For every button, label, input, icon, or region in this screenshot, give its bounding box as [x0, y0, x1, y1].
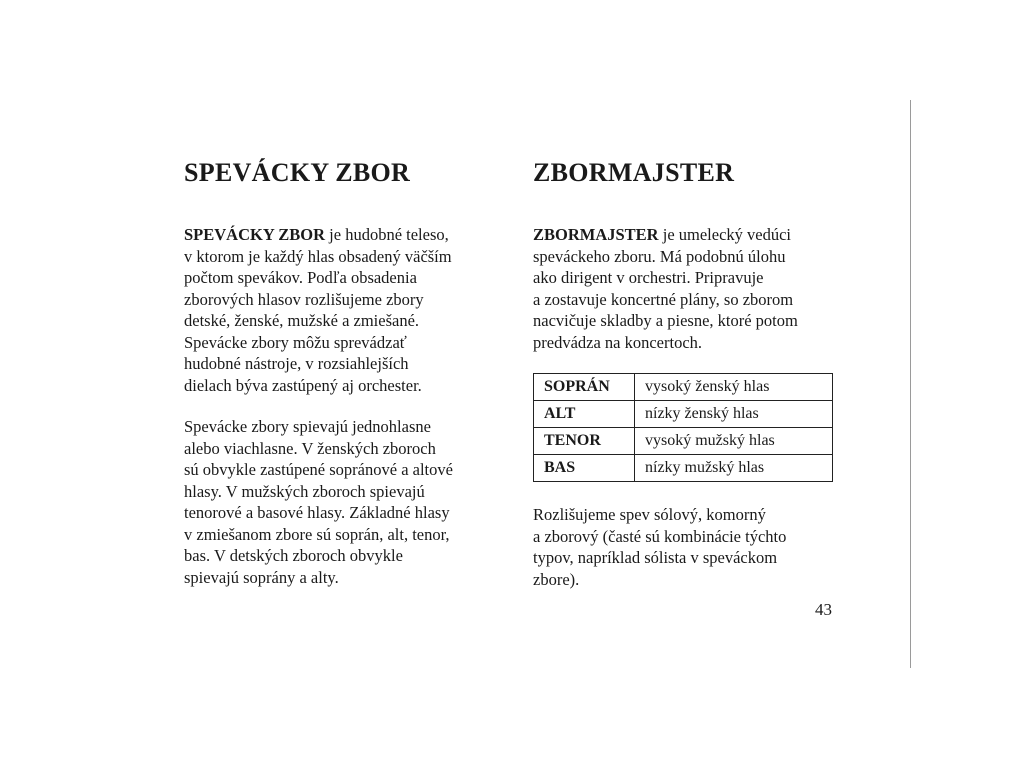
table-row: [534, 455, 833, 482]
voice-desc-cell: nízky mužský hlas: [635, 455, 833, 482]
column-zbormajster: [533, 150, 843, 590]
table-row: [534, 401, 833, 428]
defined-term: SPEVÁCKY ZBOR: [184, 225, 326, 244]
table-row: [534, 428, 833, 455]
body-paragraph: Rozlišujeme spev sólový, komorný a zborový (časté sú kombinácie týchto typov, napríklad sólista v speváckom zbore).: [533, 505, 787, 589]
section-title: SPEVÁCKY ZBOR: [184, 158, 411, 187]
column-speváky-zbor: [184, 150, 504, 588]
page-edge-rule: [910, 100, 911, 668]
page-number: 43: [815, 600, 832, 619]
voice-name-cell: ALT: [534, 401, 635, 428]
voice-name-cell: BAS: [534, 455, 635, 482]
voice-desc-cell: vysoký mužský hlas: [635, 428, 833, 455]
definition-paragraph: [533, 224, 843, 353]
voice-desc-cell: vysoký ženský hlas: [635, 374, 833, 401]
voice-name-cell: SOPRÁN: [534, 374, 635, 401]
voice-name-cell: TENOR: [534, 428, 635, 455]
voice-types-table: [533, 373, 833, 482]
section-title: ZBORMAJSTER: [533, 158, 735, 187]
table-row: [534, 374, 833, 401]
definition-text: je umelecký vedúci speváckeho zboru. Má podobnú úlohu ako dirigent v orchestri. Pripravuje a zostavuje koncertné plány, so zborom nacvičuje skladby a piesne, ktoré potom predvádza na koncertoch.: [533, 225, 798, 352]
defined-term: ZBORMAJSTER: [533, 225, 659, 244]
body-paragraph: Spevácke zbory spievajú jednohlasne alebo viachlasne. V ženských zboroch sú obvykle zastúpené sopránové a altové hlasy. V mužských zboroch spievajú tenorové a basové hlasy. Základné hlasy v zmiešanom zbore sú soprán, alt, tenor, bas. V detských zboroch obvykle spievajú soprány a alty.: [184, 417, 453, 587]
definition-paragraph: [184, 224, 504, 396]
voice-desc-cell: nízky ženský hlas: [635, 401, 833, 428]
definition-text: je hudobné teleso, v ktorom je každý hlas obsadený väčším počtom spevákov. Podľa obsadenia zborových hlasov rozlišujeme zbory detské, ženské, mužské a zmiešané. Spevácke zbory môžu sprevádzať hudobné nástroje, v rozsiahlejších dielach býva zastúpený aj orchester.: [184, 225, 452, 395]
